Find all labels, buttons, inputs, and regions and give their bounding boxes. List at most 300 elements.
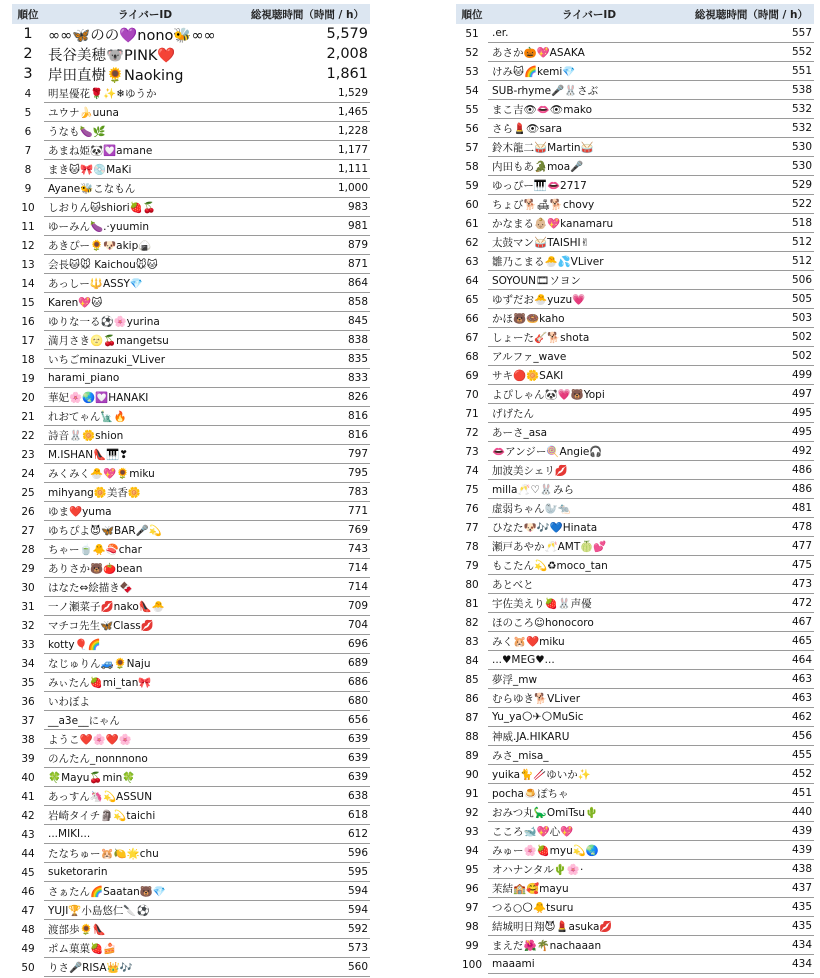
table-row: [456, 822, 814, 841]
liver-id-cell: 内田もあ🐊moa🎤: [488, 157, 686, 176]
liver-id-cell: kotty🎈🌈: [44, 635, 242, 654]
table-row: [12, 597, 370, 616]
hours-cell: 538: [686, 81, 814, 100]
hours-cell: 503: [686, 309, 814, 328]
table-row: [456, 898, 814, 917]
table-row: [456, 632, 814, 651]
rank-cell: 48: [21, 923, 35, 936]
table-row: [456, 24, 814, 43]
rank-cell: 90: [465, 768, 479, 781]
table-row: [12, 293, 370, 312]
rank-cell: 89: [465, 749, 479, 762]
liver-id-cell: よぴしゃん🐼💗🐻Yopi: [488, 385, 686, 404]
rank-cell: 79: [465, 559, 479, 572]
table-row: [456, 442, 814, 461]
table-row: [456, 537, 814, 556]
liver-id-cell: ほのころ☺honocoro: [488, 613, 686, 632]
hours-cell: 592: [242, 920, 370, 939]
table-row: [456, 366, 814, 385]
rank-cell: 82: [465, 616, 479, 629]
hours-cell: 440: [686, 803, 814, 822]
liver-id-cell: あっすん🦄💫ASSUN: [44, 787, 242, 806]
table-row: [12, 882, 370, 901]
table-row: [456, 803, 814, 822]
rank-cell: 49: [21, 942, 35, 955]
liver-id-cell: 雛乃こまる🐣💦VLiver: [488, 252, 686, 271]
liver-id-cell: しょーた🎸🐕shota: [488, 328, 686, 347]
liver-id-cell: 満月さき🌝🍒mangetsu: [44, 331, 242, 350]
table-row: [12, 901, 370, 920]
table-row: [456, 157, 814, 176]
table-row: [12, 635, 370, 654]
table-row: [456, 594, 814, 613]
rank-cell: 1: [23, 26, 33, 42]
rank-cell: 41: [21, 790, 35, 803]
hours-cell: 530: [686, 138, 814, 157]
liver-id-cell: かほ🐻🍩kaho: [488, 309, 686, 328]
hours-cell: 783: [242, 483, 370, 502]
liver-id-cell: 詩音🐰🌼shion: [44, 426, 242, 445]
liver-id-cell: ゆーみん🍆.·yuumin: [44, 217, 242, 236]
hours-cell: 512: [686, 233, 814, 252]
liver-id-cell: 明星優花🌹✨❄ゆうか: [44, 84, 242, 103]
rank-cell: 12: [21, 239, 35, 252]
liver-id-cell: .er.: [488, 24, 686, 43]
rank-cell: 23: [21, 448, 35, 461]
liver-id-cell: はなた⇔絵描き🍫: [44, 578, 242, 597]
table-row: [12, 236, 370, 255]
hours-cell: 689: [242, 654, 370, 673]
hours-cell: 522: [686, 195, 814, 214]
rank-cell: 72: [465, 426, 479, 439]
rank-cell: 76: [465, 502, 479, 515]
hours-cell: 434: [686, 955, 814, 974]
liver-id-cell: Ayane🐝こなもん: [44, 179, 242, 198]
liver-id-cell: 夢浮_mw: [488, 670, 686, 689]
table-row: [12, 44, 370, 64]
hours-cell: 552: [686, 43, 814, 62]
rank-cell: 21: [21, 410, 35, 423]
rank-cell: 46: [21, 885, 35, 898]
liver-id-cell: むらゆき🐕VLiver: [488, 689, 686, 708]
hours-cell: 618: [242, 806, 370, 825]
rank-cell: 80: [465, 578, 479, 591]
liver-id-cell: 岩崎タイチ🗿💫taichi: [44, 806, 242, 825]
table-row: [12, 274, 370, 293]
ranking-table-left: [12, 4, 370, 977]
table-row: [456, 879, 814, 898]
liver-id-cell: さら💄👁sara: [488, 119, 686, 138]
hours-header: 総視聴時間（時間 / h）: [250, 8, 364, 21]
rank-cell: 52: [465, 46, 479, 59]
hours-cell: 435: [686, 898, 814, 917]
rank-cell: 91: [465, 787, 479, 800]
hours-cell: 5,579: [326, 26, 368, 42]
table-row: [456, 81, 814, 100]
hours-cell: 462: [686, 708, 814, 727]
table-row: [12, 84, 370, 103]
rank-cell: 74: [465, 464, 479, 477]
hours-cell: 594: [242, 882, 370, 901]
hours-cell: 864: [242, 274, 370, 293]
table-row: [12, 825, 370, 844]
hours-cell: 475: [686, 556, 814, 575]
hours-cell: 1,228: [242, 122, 370, 141]
rank-cell: 3: [23, 66, 33, 82]
hours-cell: 696: [242, 635, 370, 654]
table-row: [456, 689, 814, 708]
hours-cell: 495: [686, 423, 814, 442]
liver-id-cell: さぁたん🌈Saatan🐻💎: [44, 882, 242, 901]
table-row: [12, 958, 370, 977]
rank-cell: 53: [465, 65, 479, 78]
hours-cell: 529: [686, 176, 814, 195]
rank-cell: 37: [21, 714, 35, 727]
table-row: [12, 844, 370, 863]
rank-cell: 33: [21, 638, 35, 651]
rank-cell: 84: [465, 654, 479, 667]
rank-cell: 64: [465, 274, 479, 287]
hours-cell: 638: [242, 787, 370, 806]
liver-id-cell: 🍀Mayu🍒min🍀: [44, 768, 242, 787]
rank-cell: 27: [21, 524, 35, 537]
liver-id-header: ライバーID: [117, 8, 173, 21]
hours-cell: 532: [686, 100, 814, 119]
liver-id-cell: mihyang🌼美香🌼: [44, 483, 242, 502]
hours-cell: 502: [686, 328, 814, 347]
table-row: [456, 347, 814, 366]
table-row: [456, 955, 814, 974]
table-row: [12, 160, 370, 179]
liver-id-cell: ちゃー🍵🐥🍣char: [44, 540, 242, 559]
rank-cell: 68: [465, 350, 479, 363]
hours-cell: 551: [686, 62, 814, 81]
rank-cell: 28: [21, 543, 35, 556]
rank-cell: 4: [24, 87, 32, 100]
liver-id-cell: ユウナ🍌uuna: [44, 103, 242, 122]
rank-cell: 47: [21, 904, 35, 917]
liver-id-cell: suketorarin: [44, 863, 242, 882]
table-row: [12, 198, 370, 217]
liver-id-cell: ゆっぴー🎹👄2717: [488, 176, 686, 195]
hours-cell: 465: [686, 632, 814, 651]
rank-cell: 92: [465, 806, 479, 819]
liver-id-cell: まえだ🌺🌴nachaaan: [488, 936, 686, 955]
liver-id-cell: あまね姫🐼💟amane: [44, 141, 242, 160]
table-row: [456, 784, 814, 803]
liver-id-cell: あさか🎃💖ASAKA: [488, 43, 686, 62]
table-row: [12, 255, 370, 274]
liver-id-cell: オハナンタル🌵🌸·: [488, 860, 686, 879]
hours-cell: 497: [686, 385, 814, 404]
liver-id-cell: ゆずだお🐣yuzu💗: [488, 290, 686, 309]
rank-cell: 65: [465, 293, 479, 306]
hours-cell: 2,008: [326, 46, 368, 62]
table-row: [12, 920, 370, 939]
rank-cell: 8: [24, 163, 32, 176]
table-row: [12, 483, 370, 502]
hours-cell: 639: [242, 730, 370, 749]
rank-cell: 67: [465, 331, 479, 344]
rank-cell: 78: [465, 540, 479, 553]
table-row: [456, 100, 814, 119]
table-row: [12, 445, 370, 464]
table-row: [12, 407, 370, 426]
hours-cell: 871: [242, 255, 370, 274]
liver-id-cell: まき🐱🎀💿MaKi: [44, 160, 242, 179]
liver-id-cell: SUB-rhyme🎤🐰さぶ: [488, 81, 686, 100]
rank-cell: 62: [465, 236, 479, 249]
rank-cell: 34: [21, 657, 35, 670]
rank-cell: 11: [21, 220, 35, 233]
hours-cell: 518: [686, 214, 814, 233]
rank-cell: 77: [465, 521, 479, 534]
liver-id-cell: ∞∞🦋のの💜nono🐝∞∞: [48, 27, 216, 44]
liver-id-cell: 華妃🌸🌏💟HANAKI: [44, 388, 242, 407]
liver-id-cell: milla🥂♡🐰みら: [488, 480, 686, 499]
table-row: [456, 290, 814, 309]
liver-id-cell: たなちゅー🐹🍋🌟chu: [44, 844, 242, 863]
liver-id-cell: ひなた🐶🎶💙Hinata: [488, 518, 686, 537]
rank-cell: 55: [465, 103, 479, 116]
table-row: [12, 122, 370, 141]
hours-cell: 656: [242, 711, 370, 730]
hours-cell: 816: [242, 407, 370, 426]
rank-cell: 85: [465, 673, 479, 686]
hours-cell: 486: [686, 461, 814, 480]
table-row: [456, 917, 814, 936]
table-row: [12, 388, 370, 407]
rank-cell: 75: [465, 483, 479, 496]
liver-id-cell: 瀬戸あやか🥂AMT🍈💕: [488, 537, 686, 556]
liver-id-cell: ありさか🐻🍅bean: [44, 559, 242, 578]
rank-cell: 32: [21, 619, 35, 632]
table-row: [12, 350, 370, 369]
hours-cell: 680: [242, 692, 370, 711]
rank-cell: 7: [24, 144, 32, 157]
table-row: [12, 426, 370, 445]
liver-id-cell: まこ吉👁👄👁mako: [488, 100, 686, 119]
table-row: [456, 195, 814, 214]
rank-cell: 31: [21, 600, 35, 613]
liver-id-cell: みさ_misa_: [488, 746, 686, 765]
table-row: [12, 749, 370, 768]
table-row: [12, 711, 370, 730]
rank-cell: 98: [465, 920, 479, 933]
hours-cell: 1,177: [242, 141, 370, 160]
rank-cell: 2: [23, 46, 33, 62]
hours-cell: 714: [242, 559, 370, 578]
liver-id-cell: ポム菓菓🍓🍰: [44, 939, 242, 958]
rank-cell: 9: [24, 182, 32, 195]
hours-cell: 835: [242, 350, 370, 369]
hours-cell: 833: [242, 369, 370, 388]
table-row: [456, 138, 814, 157]
rank-cell: 6: [24, 125, 32, 138]
liver-id-cell: SOYOUN🎞ソヨン: [488, 271, 686, 290]
liver-id-cell: つる○🌕🐥tsuru: [488, 898, 686, 917]
table-row: [456, 480, 814, 499]
hours-cell: 1,000: [242, 179, 370, 198]
hours-cell: 506: [686, 271, 814, 290]
hours-cell: 477: [686, 537, 814, 556]
hours-cell: 495: [686, 404, 814, 423]
rank-cell: 16: [21, 315, 35, 328]
table-row: [12, 787, 370, 806]
liver-id-cell: こころ🐋💖心💖: [488, 822, 686, 841]
liver-id-cell: 虚弱ちゃん🦭🐀: [488, 499, 686, 518]
hours-header: 総視聴時間（時間 / h）: [694, 8, 808, 21]
rank-cell: 14: [21, 277, 35, 290]
table-row: [12, 730, 370, 749]
hours-cell: 983: [242, 198, 370, 217]
liver-id-cell: ゆちぴよ😈🦋BAR🎤💫: [44, 521, 242, 540]
table-row: [456, 651, 814, 670]
table-row: [456, 214, 814, 233]
rank-cell: 60: [465, 198, 479, 211]
liver-id-cell: げげたん: [488, 404, 686, 423]
rank-cell: 93: [465, 825, 479, 838]
hours-cell: 639: [242, 749, 370, 768]
rank-cell: 50: [21, 961, 35, 974]
liver-id-cell: __a3e__にゃん: [44, 711, 242, 730]
liver-id-cell: harami_piano: [44, 369, 242, 388]
rank-cell: 73: [465, 445, 479, 458]
hours-cell: 439: [686, 822, 814, 841]
ranking-table-right: [456, 4, 814, 974]
liver-id-cell: 長谷美穂🐨PINK❤️: [48, 47, 176, 64]
rank-cell: 44: [21, 847, 35, 860]
hours-cell: 845: [242, 312, 370, 331]
liver-id-cell: yuika🐈🥢ゆいか✨: [488, 765, 686, 784]
table-row: [12, 217, 370, 236]
table-row: [12, 654, 370, 673]
rank-cell: 51: [465, 27, 479, 40]
table-row: [12, 369, 370, 388]
rank-cell: 45: [21, 866, 35, 879]
rank-cell: 100: [461, 958, 483, 971]
table-row: [12, 103, 370, 122]
rank-cell: 30: [21, 581, 35, 594]
liver-id-cell: もこたん💫♻moco_tan: [488, 556, 686, 575]
liver-id-cell: みく🐹❤️miku: [488, 632, 686, 651]
table-row: [12, 692, 370, 711]
rank-cell: 58: [465, 160, 479, 173]
rank-cell: 94: [465, 844, 479, 857]
table-row: [456, 613, 814, 632]
table-row: [456, 670, 814, 689]
table-row: [456, 271, 814, 290]
hours-cell: 435: [686, 917, 814, 936]
hours-cell: 478: [686, 518, 814, 537]
rank-cell: 43: [21, 828, 35, 841]
rank-cell: 61: [465, 217, 479, 230]
table-row: [12, 540, 370, 559]
rank-cell: 20: [21, 391, 35, 404]
table-row: [12, 863, 370, 882]
table-row: [12, 141, 370, 160]
liver-id-cell: 宇佐美えり🍓🐰声優: [488, 594, 686, 613]
liver-id-cell: 岸田直樹🌻Naoking: [48, 67, 184, 84]
table-row: [456, 461, 814, 480]
rank-cell: 26: [21, 505, 35, 518]
liver-id-cell: ようこ❤️🌸❤️🌸: [44, 730, 242, 749]
liver-id-cell: ゆま❤️yuma: [44, 502, 242, 521]
liver-id-cell: あきぴー🌻🐶akip🍙: [44, 236, 242, 255]
hours-cell: 486: [686, 480, 814, 499]
hours-cell: 704: [242, 616, 370, 635]
rank-cell: 10: [21, 201, 35, 214]
liver-id-cell: 会長🐱🐭 Kaichou🐭🐱: [44, 255, 242, 274]
liver-id-cell: みぃたん🍓mi_tan🎀: [44, 673, 242, 692]
table-row: [12, 502, 370, 521]
liver-id-cell: ゆりな一る⚽🌸yurina: [44, 312, 242, 331]
hours-cell: 573: [242, 939, 370, 958]
hours-cell: 858: [242, 293, 370, 312]
table-row: [456, 252, 814, 271]
liver-id-cell: 加波美シェリ💋: [488, 461, 686, 480]
hours-cell: 434: [686, 936, 814, 955]
liver-id-cell: Karen💖🐱: [44, 293, 242, 312]
rank-cell: 99: [465, 939, 479, 952]
table-row: [456, 556, 814, 575]
table-row: [456, 233, 814, 252]
table-row: [12, 64, 370, 84]
rank-cell: 36: [21, 695, 35, 708]
hours-cell: 505: [686, 290, 814, 309]
liver-id-cell: のんたん_nonnnono: [44, 749, 242, 768]
table-row: [456, 765, 814, 784]
liver-id-cell: アルファ_wave: [488, 347, 686, 366]
liver-id-cell: みくみく🐣💖🌻miku: [44, 464, 242, 483]
hours-cell: 1,529: [242, 84, 370, 103]
table-row: [456, 43, 814, 62]
liver-id-cell: サキ🔴🌼SAKI: [488, 366, 686, 385]
hours-cell: 557: [686, 24, 814, 43]
rank-cell: 15: [21, 296, 35, 309]
rank-cell: 13: [21, 258, 35, 271]
hours-cell: 816: [242, 426, 370, 445]
hours-cell: 595: [242, 863, 370, 882]
hours-cell: 596: [242, 844, 370, 863]
table-row: [12, 768, 370, 787]
hours-cell: 437: [686, 879, 814, 898]
table-row: [456, 727, 814, 746]
liver-id-cell: 神威.JA.HIKARU: [488, 727, 686, 746]
liver-id-cell: あっしー🔱ASSY💎: [44, 274, 242, 293]
hours-cell: 709: [242, 597, 370, 616]
rank-cell: 5: [24, 106, 32, 119]
rank-cell: 70: [465, 388, 479, 401]
rank-cell: 39: [21, 752, 35, 765]
hours-cell: 532: [686, 119, 814, 138]
liver-id-cell: なじゅりん🚙🌻Naju: [44, 654, 242, 673]
hours-cell: 451: [686, 784, 814, 803]
rank-cell: 19: [21, 372, 35, 385]
hours-cell: 481: [686, 499, 814, 518]
table-row: [456, 499, 814, 518]
liver-id-cell: 👄アンジー🍭Angie🎧: [488, 442, 686, 461]
hours-cell: 463: [686, 689, 814, 708]
hours-cell: 464: [686, 651, 814, 670]
hours-cell: 512: [686, 252, 814, 271]
table-header: [12, 4, 370, 24]
table-row: [456, 423, 814, 442]
liver-id-cell: れおてゃん🗽🔥: [44, 407, 242, 426]
liver-id-cell: うなも🍆🌿: [44, 122, 242, 141]
rank-cell: 86: [465, 692, 479, 705]
hours-cell: 455: [686, 746, 814, 765]
